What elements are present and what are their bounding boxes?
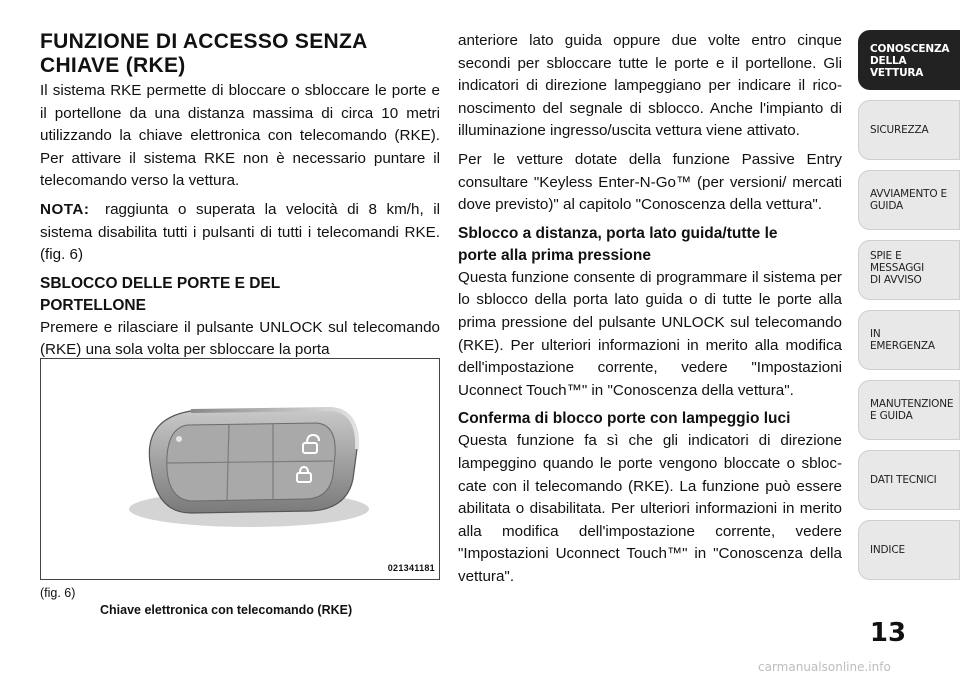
nota-paragraph: [40, 199, 440, 267]
tab-conoscenza-vettura[interactable]: CONOSCENZA DELLA VETTURA: [858, 30, 960, 90]
page-number: 13: [869, 618, 907, 648]
nota-label: NOTA:: [40, 200, 90, 218]
tab-in-emergenza[interactable]: IN EMERGENZA: [858, 310, 960, 370]
figure-number: (fig. 6): [40, 586, 76, 600]
right-paragraph-3: Questa funzione consente di programmare il sistema per lo sblocco della porta lato guida o di tutte le porte alla prima pressione del pulsante UNLOCK sul telecomando (RKE). Per ulteriori informazioni in merito alla modifica dell'impostazione corrente, vedere "Impostazioni Uconnect Touch™" in "Conoscenza della vettura".: [458, 268, 842, 399]
tab-dati-tecnici[interactable]: DATI TECNICI: [858, 450, 960, 510]
key-fob-illustration: [41, 359, 439, 579]
tab-indice[interactable]: INDICE: [858, 520, 960, 580]
page-title: FUNZIONE DI ACCESSO SENZA CHIAVE (RKE): [40, 30, 368, 77]
tab-manutenzione[interactable]: MANUTENZIONE E GUIDA: [858, 380, 960, 440]
section-heading: SBLOCCO DELLE PORTE E DEL PORTELLONE: [40, 274, 281, 314]
right-paragraph-2: Per le vetture dotate della funzione Passive Entry consultare "Keyless Enter-N-Go™ (per versioni/ mercati dove previsto)" al capitolo "Conoscenza della vettura".: [458, 150, 842, 214]
subheading-remote-unlock: Sblocco a distanza, porta lato guida/tutte le porte alla prima pressione: [458, 224, 778, 264]
tab-avviamento-guida[interactable]: AVVIAMENTO E GUIDA: [858, 170, 960, 230]
right-paragraph-4: Questa funzione fa sì che gli indicatori di direzione lampeggino quando le porte vengono bloccate o sbloccate con il telecomando (RKE). La funzione può essere abilitata o disabilitata. Per ulteriori informazioni in merito alla modifica dell'impostazione corrente, vedere "Impostazioni Uconnect Touch™" in "Conoscenza della vettura".: [458, 432, 842, 585]
watermark: carmanualsonline.info: [758, 660, 891, 674]
left-column: [40, 30, 440, 368]
subheading-lock-flash: Conferma di blocco porte con lampeggio luci: [458, 410, 791, 428]
nota-text: raggiunta o superata la velocità di 8 km/h, il sistema disabilita tutti i pulsanti di tutti i telecomandi RKE. (fig. 6): [40, 200, 440, 264]
figure-code: 021341181: [387, 563, 435, 573]
intro-paragraph: Il sistema RKE permette di bloccare o sbloccare le porte e il portellone da una distanza massima di circa 10 metri utilizzando la chiave elettronica con telecomando (RKE). Per attivare il sistema RKE non è necessario puntare il telecomando verso la vettura.: [40, 82, 440, 190]
trunk-icon: [176, 436, 182, 442]
tab-spie-messaggi[interactable]: SPIE E MESSAGGI DI AVVISO: [858, 240, 960, 300]
section-paragraph: Premere e rilasciare il pulsante UNLOCK sul telecomando (RKE) una sola volta per sbloccare la porta: [40, 318, 440, 359]
right-paragraph-1: anteriore lato guida oppure due volte entro cinque secondi per sbloccare tutte le porte e il portellone. Gli indicatori di direzione lampeggiano per indicare il riconoscimento del segnale di sblocco. Anche l'impianto di illuminazione ingresso/uscita vettura viene attivato.: [458, 32, 842, 140]
key-fob-figure: [40, 358, 440, 580]
figure-caption: Chiave elettronica con telecomando (RKE): [100, 603, 353, 617]
tab-sicurezza[interactable]: SICUREZZA: [858, 100, 960, 160]
right-column: [458, 30, 842, 594]
chapter-tabs: [858, 30, 960, 590]
